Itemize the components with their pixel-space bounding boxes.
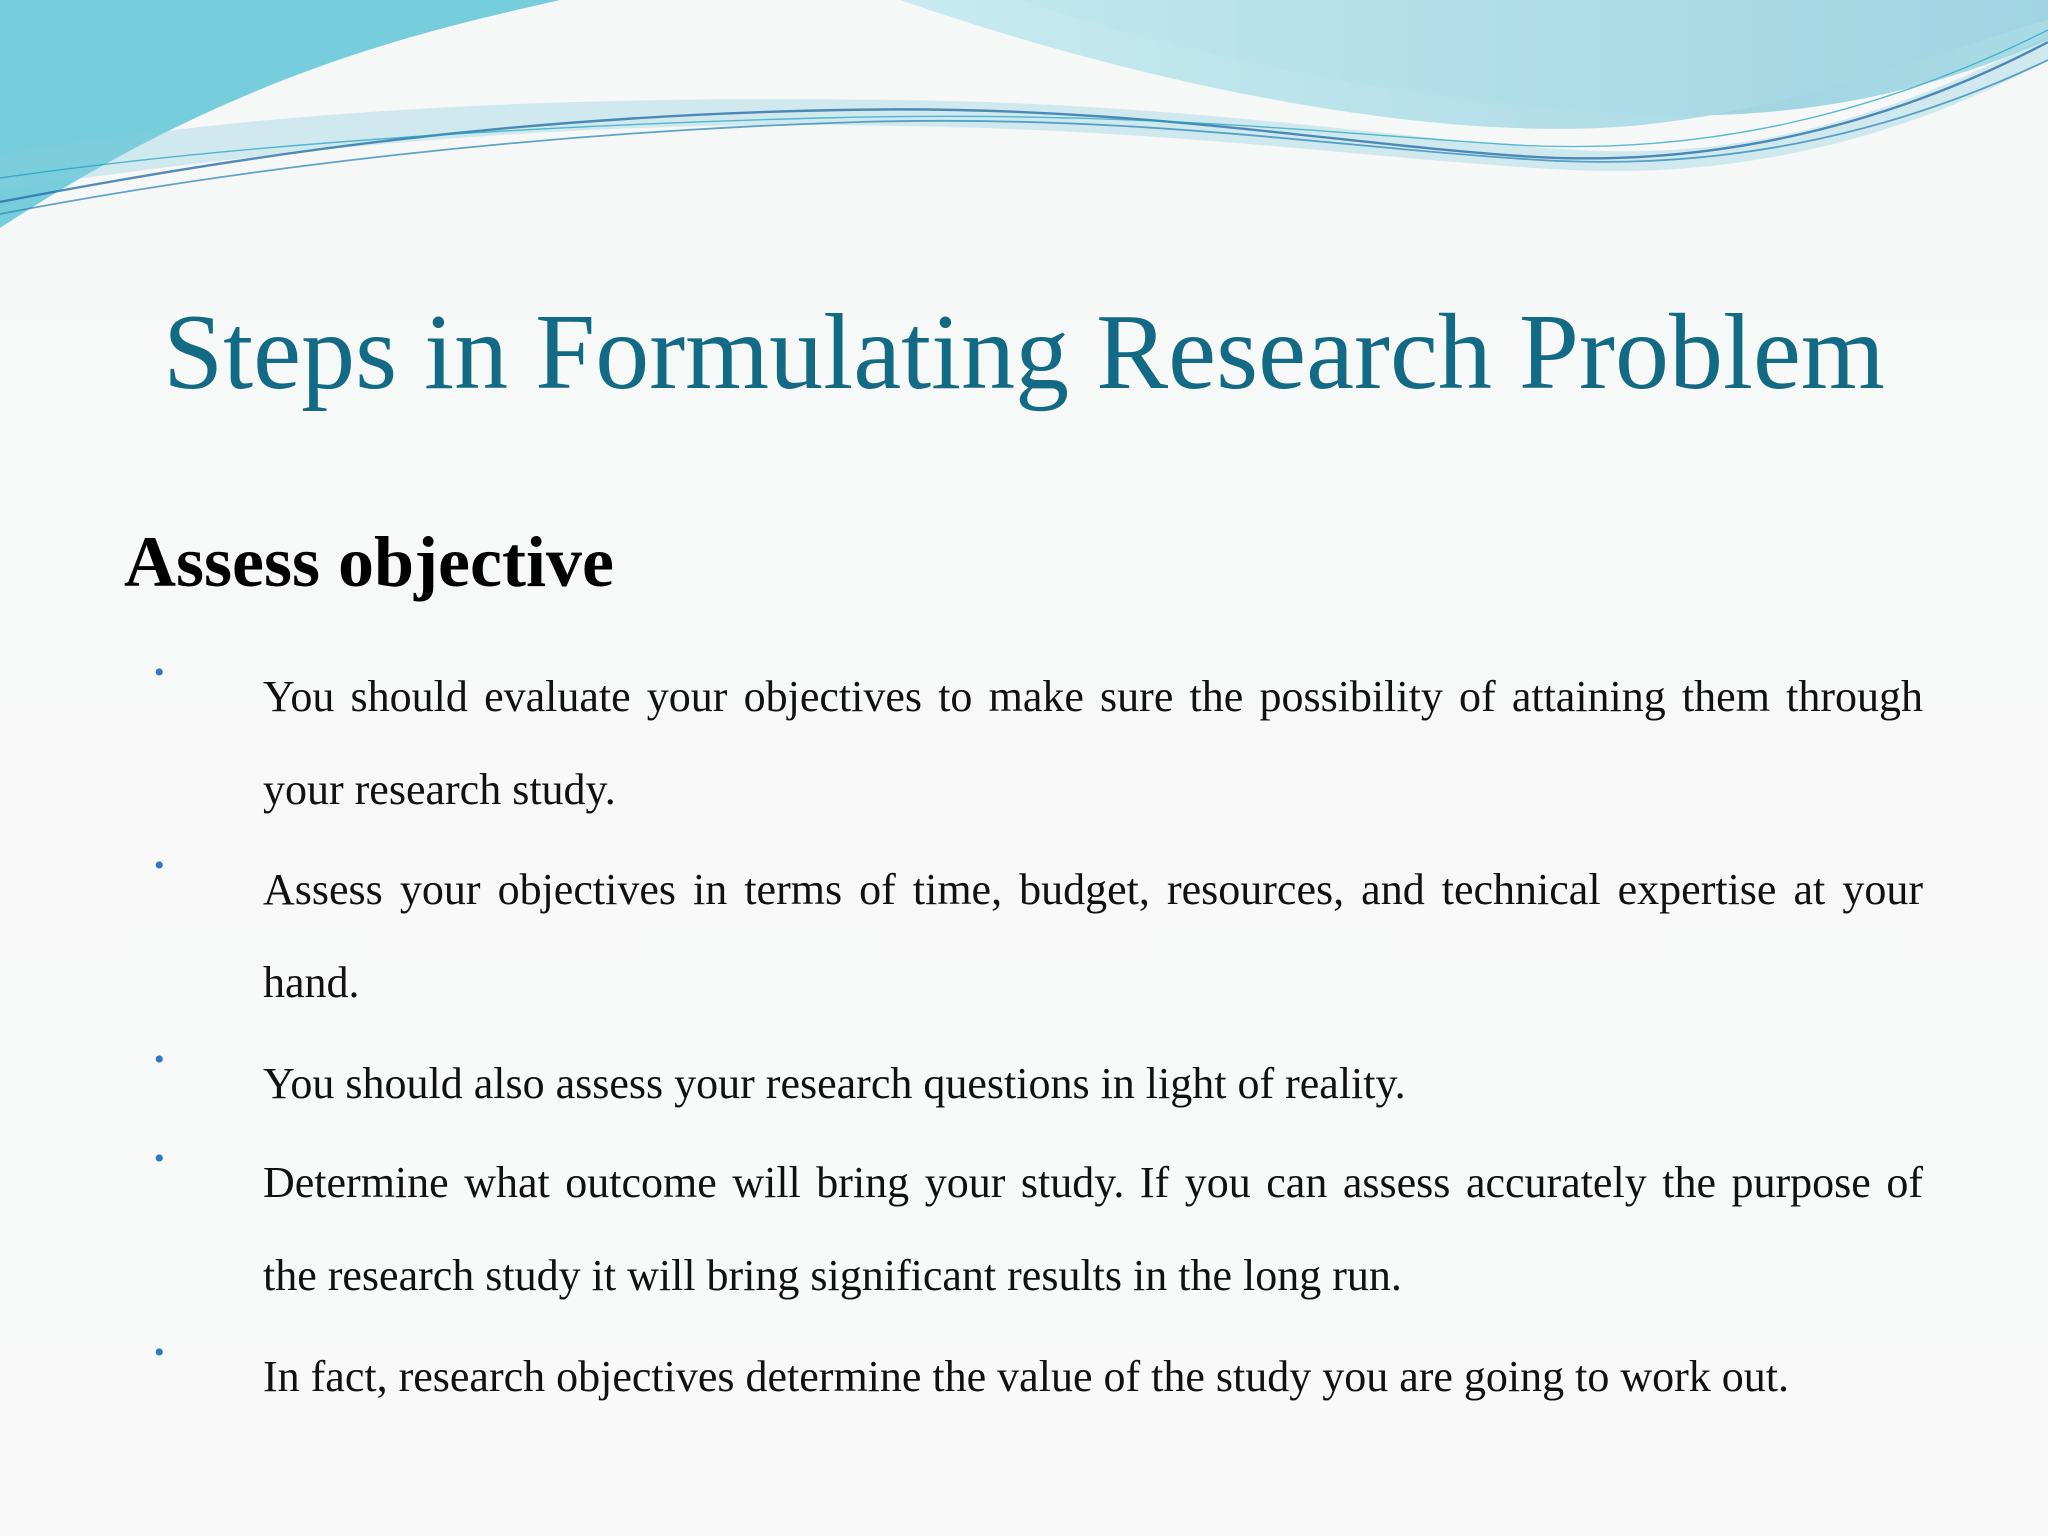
bullet-icon: • bbox=[154, 849, 165, 882]
bullet-text: You should also assess your research questions in light of reality. bbox=[263, 1059, 1406, 1108]
bullet-text: Determine what outcome will bring your study. If you can assess accurately the purpose of the research study it will bring significant results in the long run. bbox=[263, 1158, 1923, 1300]
bullet-icon: • bbox=[154, 1043, 165, 1076]
bullet-text: You should evaluate your objectives to make sure the possibility of attaining them through your research study. bbox=[263, 672, 1923, 814]
slide-title: Steps in Formulating Research Problem bbox=[163, 293, 1885, 412]
bullet-icon: • bbox=[154, 656, 165, 689]
bullet-icon: • bbox=[154, 1336, 165, 1369]
bullet-text: Assess your objectives in terms of time, budget, resources, and technical expertise at your hand. bbox=[263, 865, 1923, 1007]
section-heading: Assess objective bbox=[124, 522, 614, 602]
bullet-text: In fact, research objectives determine the value of the study you are going to work out. bbox=[263, 1352, 1790, 1401]
bullet-icon: • bbox=[154, 1142, 165, 1175]
